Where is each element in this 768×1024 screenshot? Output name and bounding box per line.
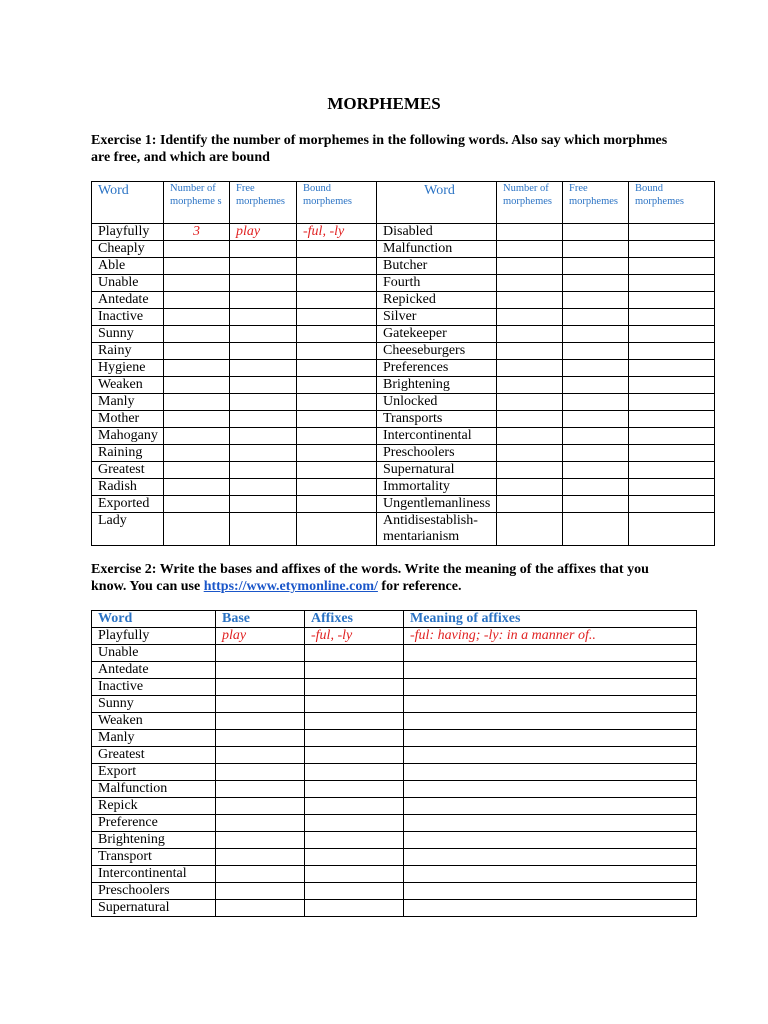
table-row	[92, 326, 715, 343]
affixes-cell[interactable]	[305, 866, 404, 883]
number-of-morphemes-cell[interactable]	[497, 479, 563, 496]
free-morphemes-cell[interactable]	[230, 513, 297, 546]
bound-morphemes-cell[interactable]	[629, 343, 715, 360]
word-cell: Cheaply	[92, 241, 164, 258]
free-morphemes-cell[interactable]	[563, 343, 629, 360]
table-row	[92, 496, 715, 513]
word-cell: Hygiene	[92, 360, 164, 377]
free-morphemes-cell[interactable]	[563, 394, 629, 411]
number-of-morphemes-cell[interactable]	[164, 428, 230, 445]
table-row	[92, 883, 697, 900]
free-morphemes-cell[interactable]	[563, 377, 629, 394]
free-morphemes-cell[interactable]	[230, 360, 297, 377]
table-row	[92, 900, 697, 917]
meaning-of-affixes-cell[interactable]: -ful: having; -ly: in a manner of..	[404, 628, 697, 645]
table-row	[92, 513, 715, 546]
bound-morphemes-cell[interactable]	[629, 258, 715, 275]
meaning-of-affixes-cell[interactable]	[404, 730, 697, 747]
number-of-morphemes-cell[interactable]	[497, 292, 563, 309]
free-morphemes-cell[interactable]	[230, 292, 297, 309]
table-row	[92, 445, 715, 462]
word-cell: Mother	[92, 411, 164, 428]
bound-morphemes-cell[interactable]	[297, 394, 377, 411]
affixes-cell[interactable]	[305, 849, 404, 866]
word-cell: Malfunction	[92, 781, 216, 798]
affixes-cell[interactable]	[305, 747, 404, 764]
free-morphemes-cell[interactable]	[563, 411, 629, 428]
number-of-morphemes-cell[interactable]	[164, 360, 230, 377]
affixes-cell[interactable]	[305, 730, 404, 747]
bound-morphemes-cell[interactable]	[297, 377, 377, 394]
word-cell: Immortality	[377, 479, 497, 496]
table-row	[92, 764, 697, 781]
number-of-morphemes-cell[interactable]	[497, 224, 563, 241]
table-row	[92, 224, 715, 241]
word-cell: Unable	[92, 275, 164, 292]
bound-morphemes-cell[interactable]	[629, 360, 715, 377]
table-row	[92, 645, 697, 662]
free-morphemes-cell[interactable]	[230, 394, 297, 411]
exercise2-header-row	[92, 611, 697, 628]
word-cell: Butcher	[377, 258, 497, 275]
bound-morphemes-cell[interactable]	[629, 445, 715, 462]
table-row	[92, 696, 697, 713]
meaning-of-affixes-cell[interactable]	[404, 764, 697, 781]
meaning-of-affixes-cell[interactable]	[404, 815, 697, 832]
word-cell: Greatest	[92, 462, 164, 479]
table-row	[92, 377, 715, 394]
word-cell: Preschoolers	[377, 445, 497, 462]
table-row	[92, 258, 715, 275]
free-morphemes-cell[interactable]	[230, 496, 297, 513]
free-morphemes-cell[interactable]	[563, 479, 629, 496]
free-morphemes-cell[interactable]	[230, 428, 297, 445]
base-cell[interactable]	[216, 781, 305, 798]
word-cell: Manly	[92, 730, 216, 747]
base-cell[interactable]	[216, 713, 305, 730]
exercise2-instructions-text: Exercise 2: Write the bases and affixes of the words. Write the meaning of the affixes that you know. You can use	[91, 562, 649, 594]
word-cell: Preschoolers	[92, 883, 216, 900]
bound-morphemes-cell[interactable]	[297, 241, 377, 258]
word-cell: Manly	[92, 394, 164, 411]
exercise2-table	[91, 610, 697, 917]
bound-morphemes-cell[interactable]	[297, 326, 377, 343]
free-morphemes-cell[interactable]	[230, 343, 297, 360]
table-row	[92, 428, 715, 445]
etymonline-link[interactable]: https://www.etymonline.com/	[203, 579, 378, 594]
bound-morphemes-cell[interactable]	[629, 275, 715, 292]
free-morphemes-cell[interactable]	[563, 309, 629, 326]
meaning-of-affixes-cell[interactable]	[404, 713, 697, 730]
bound-morphemes-cell[interactable]	[297, 428, 377, 445]
word-cell: Brightening	[377, 377, 497, 394]
word-cell: Repicked	[377, 292, 497, 309]
table-row	[92, 730, 697, 747]
bound-morphemes-cell[interactable]: -ful, -ly	[297, 224, 377, 241]
word-cell: Unlocked	[377, 394, 497, 411]
word-cell: Sunny	[92, 326, 164, 343]
word-cell: Inactive	[92, 309, 164, 326]
table-row	[92, 309, 715, 326]
free-morphemes-cell[interactable]	[563, 428, 629, 445]
word-cell: Supernatural	[377, 462, 497, 479]
bound-morphemes-cell[interactable]	[297, 258, 377, 275]
word-cell: Disabled	[377, 224, 497, 241]
word-cell: Preference	[92, 815, 216, 832]
meaning-of-affixes-cell[interactable]	[404, 883, 697, 900]
table-row	[92, 832, 697, 849]
number-of-morphemes-cell[interactable]: 3	[164, 224, 230, 241]
exercise1-header-row	[92, 182, 715, 224]
free-morphemes-cell[interactable]	[230, 445, 297, 462]
word-cell: Raining	[92, 445, 164, 462]
affixes-cell[interactable]	[305, 815, 404, 832]
number-of-morphemes-cell[interactable]	[164, 275, 230, 292]
bound-morphemes-cell[interactable]	[629, 241, 715, 258]
word-cell: Sunny	[92, 696, 216, 713]
word-cell: Export	[92, 764, 216, 781]
free-morphemes-cell[interactable]	[563, 513, 629, 546]
number-of-morphemes-cell[interactable]	[497, 258, 563, 275]
bound-morphemes-cell[interactable]	[297, 445, 377, 462]
base-cell[interactable]	[216, 645, 305, 662]
number-of-morphemes-cell[interactable]	[497, 309, 563, 326]
word-cell: Supernatural	[92, 900, 216, 917]
affixes-cell[interactable]	[305, 764, 404, 781]
base-cell[interactable]	[216, 662, 305, 679]
free-morphemes-cell[interactable]	[230, 309, 297, 326]
free-morphemes-cell[interactable]	[563, 326, 629, 343]
word-cell: Weaken	[92, 713, 216, 730]
meaning-of-affixes-cell[interactable]	[404, 696, 697, 713]
bound-morphemes-cell[interactable]	[297, 496, 377, 513]
bound-morphemes-cell[interactable]	[629, 377, 715, 394]
word-cell: Gatekeeper	[377, 326, 497, 343]
word-cell: Cheeseburgers	[377, 343, 497, 360]
free-morphemes-cell[interactable]	[563, 445, 629, 462]
base-cell[interactable]	[216, 747, 305, 764]
free-morphemes-cell[interactable]	[563, 360, 629, 377]
table-row	[92, 679, 697, 696]
header-number-of-morphemes: Number of morpheme s	[164, 182, 230, 224]
free-morphemes-cell[interactable]	[563, 275, 629, 292]
bound-morphemes-cell[interactable]	[629, 394, 715, 411]
number-of-morphemes-cell[interactable]	[164, 377, 230, 394]
number-of-morphemes-cell[interactable]	[164, 309, 230, 326]
bound-morphemes-cell[interactable]	[629, 462, 715, 479]
number-of-morphemes-cell[interactable]	[164, 292, 230, 309]
bound-morphemes-cell[interactable]	[297, 462, 377, 479]
free-morphemes-cell[interactable]	[230, 377, 297, 394]
table-row	[92, 662, 697, 679]
bound-morphemes-cell[interactable]	[297, 343, 377, 360]
table-row	[92, 411, 715, 428]
header-affixes: Affixes	[305, 611, 404, 628]
number-of-morphemes-cell[interactable]	[497, 343, 563, 360]
word-cell: Greatest	[92, 747, 216, 764]
free-morphemes-cell[interactable]	[230, 241, 297, 258]
number-of-morphemes-cell[interactable]	[497, 275, 563, 292]
header-meaning-of-affixes: Meaning of affixes	[404, 611, 697, 628]
base-cell[interactable]: play	[216, 628, 305, 645]
base-cell[interactable]	[216, 815, 305, 832]
number-of-morphemes-cell[interactable]	[497, 360, 563, 377]
affixes-cell[interactable]	[305, 798, 404, 815]
number-of-morphemes-cell[interactable]	[497, 496, 563, 513]
table-row	[92, 866, 697, 883]
table-row	[92, 360, 715, 377]
bound-morphemes-cell[interactable]	[629, 224, 715, 241]
free-morphemes-cell[interactable]	[563, 258, 629, 275]
header-free-morphemes-2: Free morphemes	[563, 182, 629, 224]
exercise2-instructions	[91, 561, 681, 595]
base-cell[interactable]	[216, 764, 305, 781]
number-of-morphemes-cell[interactable]	[164, 326, 230, 343]
affixes-cell[interactable]	[305, 645, 404, 662]
free-morphemes-cell[interactable]	[563, 292, 629, 309]
page-title: MORPHEMES	[327, 94, 441, 113]
header-number-of-morphemes-2: Number of morphemes	[497, 182, 563, 224]
word-cell: Antedate	[92, 662, 216, 679]
table-row	[92, 798, 697, 815]
table-row	[92, 747, 697, 764]
base-cell[interactable]	[216, 679, 305, 696]
header-free-morphemes: Free morphemes	[230, 182, 297, 224]
meaning-of-affixes-cell[interactable]	[404, 781, 697, 798]
affixes-cell[interactable]	[305, 713, 404, 730]
word-cell: Transport	[92, 849, 216, 866]
bound-morphemes-cell[interactable]	[297, 513, 377, 546]
free-morphemes-cell[interactable]	[230, 326, 297, 343]
word-cell: Unable	[92, 645, 216, 662]
table-row	[92, 292, 715, 309]
meaning-of-affixes-cell[interactable]	[404, 900, 697, 917]
word-cell: Lady	[92, 513, 164, 546]
bound-morphemes-cell[interactable]	[297, 292, 377, 309]
word-cell: Exported	[92, 496, 164, 513]
number-of-morphemes-cell[interactable]	[497, 411, 563, 428]
number-of-morphemes-cell[interactable]	[497, 513, 563, 546]
word-cell: Playfully	[92, 224, 164, 241]
bound-morphemes-cell[interactable]	[629, 513, 715, 546]
number-of-morphemes-cell[interactable]	[164, 513, 230, 546]
affixes-cell[interactable]: -ful, -ly	[305, 628, 404, 645]
table-row	[92, 462, 715, 479]
exercise2-instructions-end: for reference.	[377, 579, 462, 594]
free-morphemes-cell[interactable]: play	[230, 224, 297, 241]
table-row	[92, 628, 697, 645]
free-morphemes-cell[interactable]	[563, 241, 629, 258]
bound-morphemes-cell[interactable]	[629, 292, 715, 309]
word-cell: Radish	[92, 479, 164, 496]
word-cell: Fourth	[377, 275, 497, 292]
affixes-cell[interactable]	[305, 662, 404, 679]
number-of-morphemes-cell[interactable]	[164, 394, 230, 411]
number-of-morphemes-cell[interactable]	[497, 462, 563, 479]
free-morphemes-cell[interactable]	[230, 275, 297, 292]
base-cell[interactable]	[216, 832, 305, 849]
bound-morphemes-cell[interactable]	[629, 309, 715, 326]
header-word: Word	[92, 182, 164, 224]
word-cell: Ungentlemanliness	[377, 496, 497, 513]
bound-morphemes-cell[interactable]	[297, 309, 377, 326]
table-row	[92, 815, 697, 832]
meaning-of-affixes-cell[interactable]	[404, 645, 697, 662]
table-row	[92, 781, 697, 798]
bound-morphemes-cell[interactable]	[629, 496, 715, 513]
word-cell: Antidisestablish-mentarianism	[377, 513, 497, 546]
header-bound-morphemes: Bound morphemes	[297, 182, 377, 224]
number-of-morphemes-cell[interactable]	[164, 479, 230, 496]
header-base: Base	[216, 611, 305, 628]
affixes-cell[interactable]	[305, 781, 404, 798]
base-cell[interactable]	[216, 798, 305, 815]
number-of-morphemes-cell[interactable]	[164, 241, 230, 258]
bound-morphemes-cell[interactable]	[629, 479, 715, 496]
meaning-of-affixes-cell[interactable]	[404, 866, 697, 883]
base-cell[interactable]	[216, 730, 305, 747]
meaning-of-affixes-cell[interactable]	[404, 747, 697, 764]
table-row	[92, 275, 715, 292]
bound-morphemes-cell[interactable]	[297, 275, 377, 292]
free-morphemes-cell[interactable]	[563, 496, 629, 513]
free-morphemes-cell[interactable]	[230, 462, 297, 479]
number-of-morphemes-cell[interactable]	[164, 496, 230, 513]
word-cell: Intercontinental	[92, 866, 216, 883]
affixes-cell[interactable]	[305, 883, 404, 900]
table-row	[92, 713, 697, 730]
meaning-of-affixes-cell[interactable]	[404, 798, 697, 815]
table-row	[92, 394, 715, 411]
word-cell: Weaken	[92, 377, 164, 394]
number-of-morphemes-cell[interactable]	[497, 241, 563, 258]
number-of-morphemes-cell[interactable]	[497, 428, 563, 445]
table-row	[92, 479, 715, 496]
affixes-cell[interactable]	[305, 679, 404, 696]
table-row	[92, 343, 715, 360]
number-of-morphemes-cell[interactable]	[164, 258, 230, 275]
affixes-cell[interactable]	[305, 832, 404, 849]
table-row	[92, 849, 697, 866]
base-cell[interactable]	[216, 883, 305, 900]
affixes-cell[interactable]	[305, 696, 404, 713]
word-cell: Playfully	[92, 628, 216, 645]
free-morphemes-cell[interactable]	[563, 224, 629, 241]
word-cell: Antedate	[92, 292, 164, 309]
free-morphemes-cell[interactable]	[563, 462, 629, 479]
word-cell: Able	[92, 258, 164, 275]
affixes-cell[interactable]	[305, 900, 404, 917]
meaning-of-affixes-cell[interactable]	[404, 832, 697, 849]
base-cell[interactable]	[216, 900, 305, 917]
base-cell[interactable]	[216, 696, 305, 713]
word-cell: Malfunction	[377, 241, 497, 258]
free-morphemes-cell[interactable]	[230, 258, 297, 275]
word-cell: Intercontinental	[377, 428, 497, 445]
exercise1-table	[91, 181, 715, 546]
word-cell: Inactive	[92, 679, 216, 696]
table-row	[92, 241, 715, 258]
word-cell: Rainy	[92, 343, 164, 360]
free-morphemes-cell[interactable]	[230, 479, 297, 496]
bound-morphemes-cell[interactable]	[629, 428, 715, 445]
bound-morphemes-cell[interactable]	[629, 411, 715, 428]
meaning-of-affixes-cell[interactable]	[404, 679, 697, 696]
exercise1-instructions: Exercise 1: Identify the number of morphemes in the following words. Also say which morphmes are free, and which are bound	[91, 133, 668, 165]
word-cell: Silver	[377, 309, 497, 326]
number-of-morphemes-cell[interactable]	[497, 394, 563, 411]
free-morphemes-cell[interactable]	[230, 411, 297, 428]
number-of-morphemes-cell[interactable]	[164, 462, 230, 479]
number-of-morphemes-cell[interactable]	[497, 445, 563, 462]
meaning-of-affixes-cell[interactable]	[404, 662, 697, 679]
number-of-morphemes-cell[interactable]	[497, 377, 563, 394]
base-cell[interactable]	[216, 849, 305, 866]
word-cell: Preferences	[377, 360, 497, 377]
word-cell: Repick	[92, 798, 216, 815]
word-cell: Brightening	[92, 832, 216, 849]
number-of-morphemes-cell[interactable]	[164, 411, 230, 428]
number-of-morphemes-cell[interactable]	[164, 445, 230, 462]
number-of-morphemes-cell[interactable]	[164, 343, 230, 360]
word-cell: Transports	[377, 411, 497, 428]
header-word-2: Word	[377, 182, 497, 224]
base-cell[interactable]	[216, 866, 305, 883]
word-cell: Mahogany	[92, 428, 164, 445]
meaning-of-affixes-cell[interactable]	[404, 849, 697, 866]
bound-morphemes-cell[interactable]	[297, 411, 377, 428]
bound-morphemes-cell[interactable]	[629, 326, 715, 343]
bound-morphemes-cell[interactable]	[297, 479, 377, 496]
number-of-morphemes-cell[interactable]	[497, 326, 563, 343]
header-word: Word	[92, 611, 216, 628]
header-bound-morphemes-2: Bound morphemes	[629, 182, 715, 224]
bound-morphemes-cell[interactable]	[297, 360, 377, 377]
